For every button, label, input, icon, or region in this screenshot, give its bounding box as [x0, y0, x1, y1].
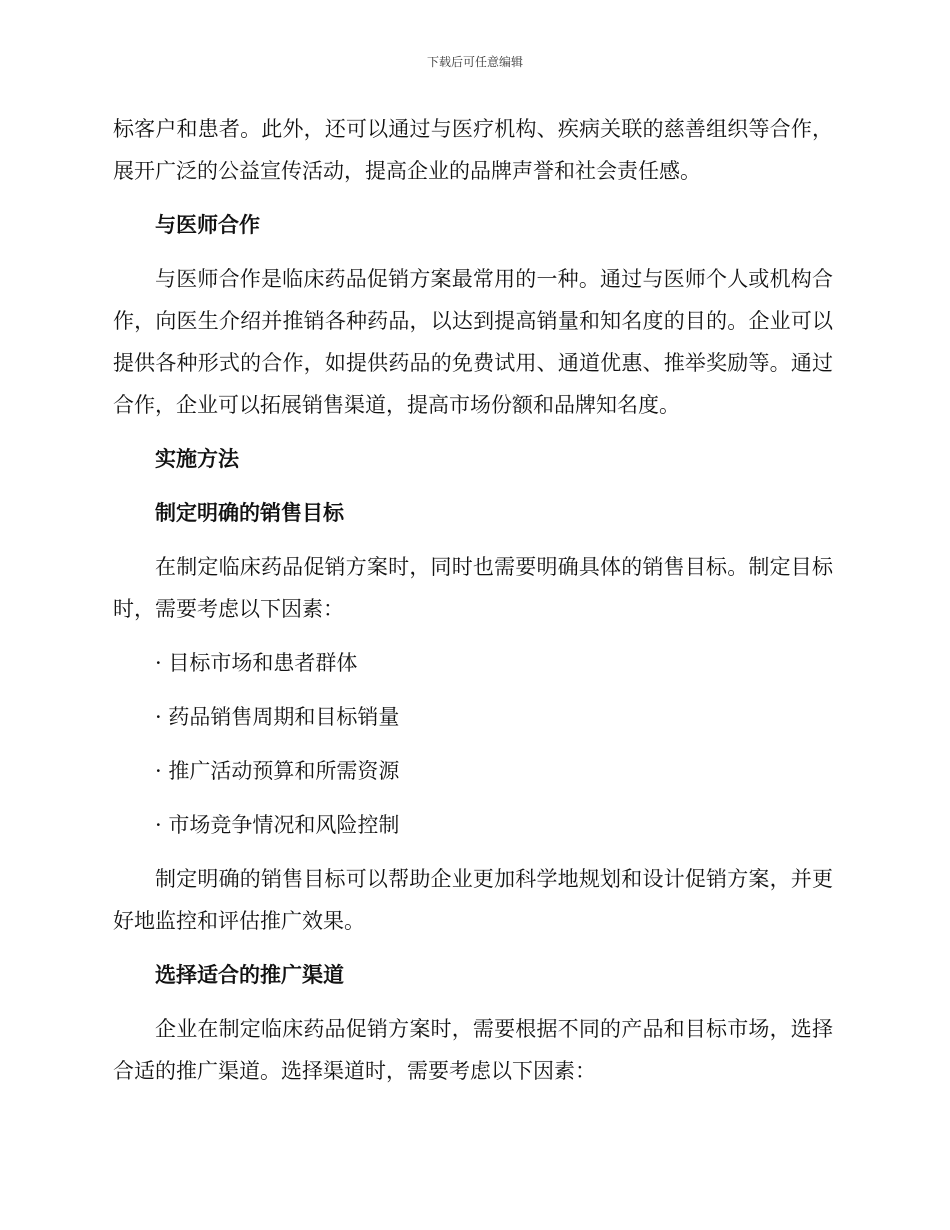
page-header: 下载后可任意编辑: [426, 55, 523, 69]
paragraph-sales-goals-benefit: 制定明确的销售目标可以帮助企业更加科学地规划和设计促销方案，并更好地监控和评估推广效果。: [113, 867, 833, 933]
heading-doctor-cooperation: 与医师合作: [155, 213, 260, 237]
heading-promotion-channels: 选择适合的推广渠道: [155, 963, 344, 987]
paragraph-continuation: 标客户和患者。此外，还可以通过与医疗机构、疾病关联的慈善组织等合作，展开广泛的公益宣传活动，提高企业的品牌声誉和社会责任感。: [113, 117, 833, 183]
bullet-item: · 目标市场和患者群体: [155, 651, 358, 675]
paragraph-promotion-channels: 企业在制定临床药品促销方案时，需要根据不同的产品和目标市场，选择合适的推广渠道。选择渠道时，需要考虑以下因素：: [113, 1017, 833, 1083]
paragraph-sales-goals: 在制定临床药品促销方案时，同时也需要明确具体的销售目标。制定目标时，需要考虑以下因素：: [113, 555, 833, 621]
bullet-item: · 市场竞争情况和风险控制: [155, 813, 400, 837]
bullet-item: · 药品销售周期和目标销量: [155, 705, 400, 729]
heading-sales-goals: 制定明确的销售目标: [155, 501, 344, 525]
document-body: [113, 108, 833, 1104]
heading-implementation: 实施方法: [155, 447, 239, 471]
paragraph-doctor-cooperation: 与医师合作是临床药品促销方案最常用的一种。通过与医师个人或机构合作，向医生介绍并推销各种药品，以达到提高销量和知名度的目的。企业可以提供各种形式的合作，如提供药品的免费试用、通道优惠、推举奖励等。通过合作，企业可以拓展销售渠道，提高市场份额和品牌知名度。: [113, 267, 833, 417]
bullet-item: · 推广活动预算和所需资源: [155, 759, 400, 783]
